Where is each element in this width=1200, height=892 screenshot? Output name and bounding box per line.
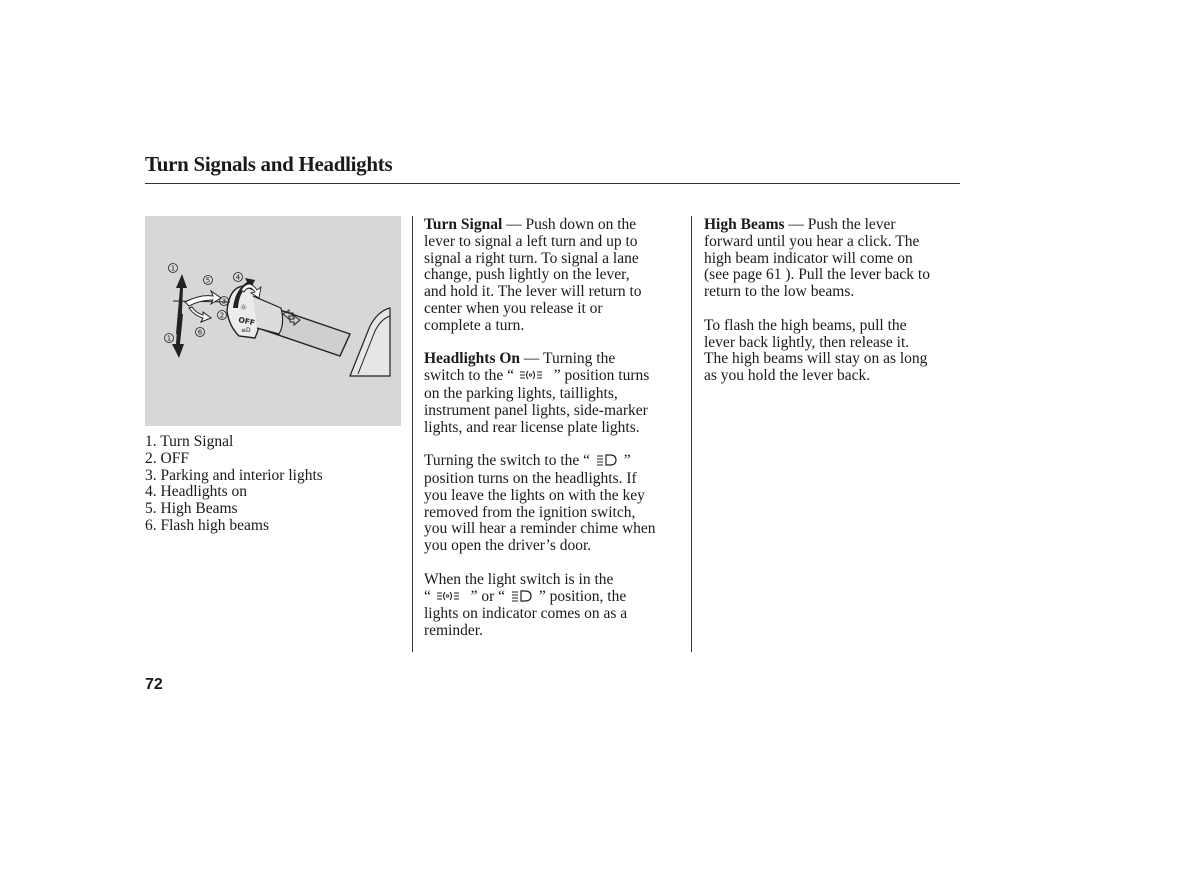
headlight-icon <box>594 454 620 471</box>
high-beams-heading: High Beams <box>704 216 785 233</box>
text-line: position turns on the headlights. If <box>424 469 637 487</box>
text-fragment: “ <box>424 587 431 605</box>
headlights-paragraph <box>424 351 686 436</box>
em-dash: — <box>506 216 522 233</box>
text-line: lights, and rear license plate lights. <box>424 418 640 436</box>
when-paragraph <box>424 572 686 640</box>
lever-figure <box>145 216 401 426</box>
text-fragment: ” <box>623 452 631 470</box>
svg-text:≡D: ≡D <box>241 327 251 334</box>
legend-item: 5. High Beams <box>145 500 238 518</box>
text-line: return to the low beams. <box>704 283 855 301</box>
text-line: When the light switch is in the <box>424 570 614 588</box>
text-line: high beam indicator will come on <box>704 249 913 267</box>
callout-1-bottom: 1 <box>166 334 172 343</box>
text-line: lever back lightly, then release it. <box>704 333 910 351</box>
text-line: signal a right turn. To signal a lane <box>424 249 639 267</box>
text-line: and hold it. The lever will return to <box>424 283 642 301</box>
text-line: Push the lever <box>803 216 896 233</box>
text-line: as you hold the lever back. <box>704 367 871 385</box>
page-title: Turn Signals and Headlights <box>145 152 393 176</box>
callout-4: 4 <box>235 273 241 282</box>
switch-off-label: OFF <box>237 315 256 328</box>
text-line: Push down on the <box>521 216 637 233</box>
text-line: forward until you hear a click. The <box>704 232 920 250</box>
svg-text:☼: ☼ <box>240 303 248 312</box>
text-line: you leave the lights on with the key <box>424 486 645 504</box>
column-right <box>704 217 960 402</box>
legend-item: 6. Flash high beams <box>145 516 269 534</box>
text-fragment: switch to the “ <box>424 367 514 385</box>
text-line: complete a turn. <box>424 316 525 334</box>
text-line: instrument panel lights, side-marker <box>424 401 648 419</box>
legend-item: 2. OFF <box>145 449 189 467</box>
text-line: you open the driver’s door. <box>424 537 592 555</box>
lever-illustration <box>145 216 401 426</box>
text-fragment: Turning the switch to the “ <box>424 452 591 470</box>
figure-legend <box>145 434 323 535</box>
callout-1-top: 1 <box>170 264 176 273</box>
em-dash: — <box>788 216 804 233</box>
parking-lights-icon <box>435 590 467 607</box>
text-line: you will hear a reminder chime when <box>424 520 656 538</box>
flash-paragraph <box>704 318 960 385</box>
turning-paragraph <box>424 453 686 555</box>
turn-signal-paragraph <box>424 217 686 335</box>
legend-item: 4. Headlights on <box>145 483 248 501</box>
callout-3: 3 <box>221 297 227 306</box>
text-fragment: ” or “ <box>470 587 506 605</box>
callout-5: 5 <box>205 276 211 285</box>
text-fragment: ” position, the <box>538 587 627 605</box>
text-line: on the parking lights, taillights, <box>424 384 618 402</box>
legend-item: 1. Turn Signal <box>145 433 234 450</box>
title-rule <box>145 183 960 184</box>
text-line: lever to signal a left turn and up to <box>424 232 638 250</box>
text-line: center when you release it or <box>424 299 603 317</box>
text-line: lights on indicator comes on as a <box>424 605 628 623</box>
callout-2: 2 <box>219 311 225 320</box>
column-divider-1 <box>412 216 413 652</box>
column-divider-2 <box>691 216 692 652</box>
text-fragment: ” position turns <box>553 367 650 385</box>
text-line: To flash the high beams, pull the <box>704 316 907 334</box>
parking-lights-icon <box>518 369 550 386</box>
text-line: The high beams will stay on as long <box>704 350 928 368</box>
text-line: reminder. <box>424 622 483 640</box>
legend-item: 3. Parking and interior lights <box>145 466 323 484</box>
page-reference-link[interactable]: (see page 61 ). Pull the lever back to <box>704 266 930 284</box>
high-beams-paragraph <box>704 217 960 301</box>
headlights-heading: Headlights On <box>424 350 521 368</box>
text-line: removed from the ignition switch, <box>424 503 636 521</box>
text-line: Turning the <box>539 350 616 368</box>
column-middle <box>424 217 686 657</box>
text-line: change, push lightly on the lever, <box>424 266 630 284</box>
callout-6: 6 <box>197 328 203 337</box>
em-dash: — <box>523 350 540 368</box>
turn-signal-heading: Turn Signal <box>424 216 503 233</box>
page-number: 72 <box>145 676 163 693</box>
headlight-icon <box>509 590 535 607</box>
